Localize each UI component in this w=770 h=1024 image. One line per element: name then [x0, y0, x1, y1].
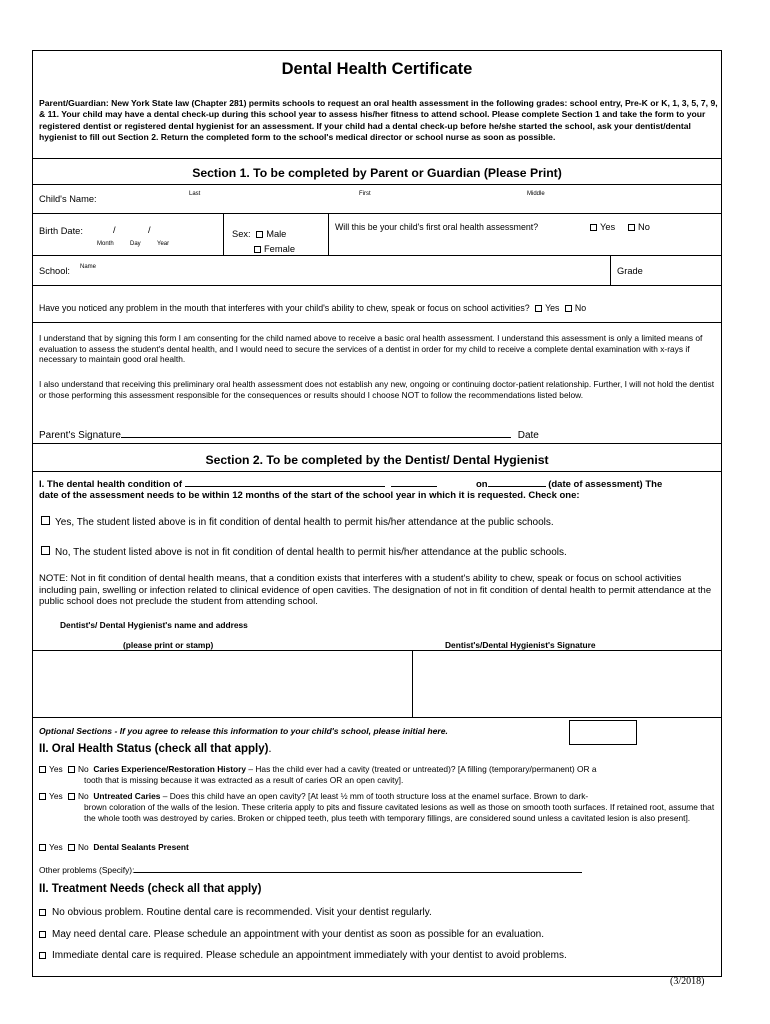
no-label: No — [78, 842, 89, 852]
oral-health-heading-dot: . — [268, 743, 272, 755]
female-option — [254, 244, 295, 254]
dentist-name-address-field[interactable] — [35, 652, 409, 715]
divider — [33, 322, 721, 323]
treatment-option-2 — [39, 929, 544, 940]
yes-label: Yes — [545, 303, 560, 313]
divider — [33, 184, 721, 185]
consent-paragraph-2: I also understand that receiving this preliminary oral health assessment does not establish any new, ongoing or continuing doctor-patient relationship. Further, I will not hold the dentist or those performing this assessment responsible for the consequences or results should I choose NOT to follow the recommendations listed below. — [39, 379, 715, 400]
oral-health-heading-text: II. Oral Health Status (check all that apply) — [39, 743, 269, 755]
condition-line-1 — [39, 477, 662, 490]
untreated-text-2: brown coloration of the walls of the lesion. These criteria apply to pits and fissure cavitated lesions as well as those on smooth tooth surfaces. If retained root, assume that the whole tooth was destroyed by caries. Broken or chipped teeth, plus teeth with temporary fillings, are considered sound unless a cavitated lesion is also present]. — [84, 802, 715, 823]
treat-1-text: No obvious problem. Routine dental care is recommended. Visit your dentist regularly. — [52, 907, 432, 918]
condition-line-2: date of the assessment needs to be within 12 months of the start of the school year in which it is requested. Check one: — [39, 490, 580, 501]
sex-label: Sex: — [232, 229, 251, 239]
sealants-no-checkbox[interactable] — [68, 844, 75, 851]
first-assessment-question: Will this be your child's first oral health assessment? — [335, 222, 539, 232]
date-separator: / — [113, 225, 116, 235]
caries-experience-row — [39, 764, 719, 775]
day-label: Day — [130, 241, 141, 247]
section2-heading: Section 2. To be completed by the Dentist/ Dental Hygienist — [205, 453, 549, 467]
divider — [412, 650, 413, 717]
condition-text-a: I. The dental health condition of — [39, 479, 183, 490]
divider — [33, 255, 721, 256]
sex-field — [232, 229, 286, 239]
problem-yes-checkbox[interactable] — [535, 305, 542, 312]
form-title: Dental Health Certificate — [281, 60, 473, 78]
condition-text-b: on — [475, 479, 488, 490]
condition-text-c: (date of assessment) The — [548, 479, 663, 490]
untreated-yes-checkbox[interactable] — [39, 793, 46, 800]
student-name-line[interactable] — [185, 477, 385, 487]
female-checkbox[interactable] — [254, 246, 261, 253]
yes-label: Yes — [49, 842, 63, 852]
form-version: (3/2018) — [670, 976, 705, 987]
untreated-no-checkbox[interactable] — [68, 793, 75, 800]
oral-health-heading — [39, 743, 272, 755]
divider — [610, 255, 611, 285]
student-name-line-2[interactable] — [391, 477, 437, 487]
no-label: No — [78, 791, 89, 801]
yes-label: Yes — [600, 222, 616, 232]
divider — [33, 158, 721, 159]
signature-label: Parent's Signature — [39, 430, 121, 441]
school-label: School: — [39, 266, 71, 276]
childs-name-field[interactable] — [123, 186, 719, 212]
month-label: Month — [97, 241, 114, 247]
print-stamp-label: (please print or stamp) — [123, 640, 214, 650]
first-assessment-yes — [590, 222, 615, 232]
caries-no-checkbox[interactable] — [68, 766, 75, 773]
divider — [33, 471, 721, 472]
treatment-heading: II. Treatment Needs (check all that apply) — [39, 883, 262, 895]
divider — [33, 443, 721, 444]
not-fit-option — [41, 546, 567, 558]
consent-paragraph-1: I understand that by signing this form I am consenting for the child named above to receive a basic oral health assessment. I understand this assessment is only a limited means of evaluation to assess the student's dental health, and I would need to secure the services of a dentist in order for my child to receive a complete dental examination with x-rays if necessary to maintain good oral health. — [39, 333, 703, 365]
fit-option-text: Yes, The student listed above is in fit condition of dental health to permit his/her attendance at the public schools. — [55, 517, 554, 528]
caries-text-2: tooth that is missing because it was extracted as a result of caries OR an open cavity]. — [84, 775, 404, 785]
parent-instructions: Parent/Guardian: New York State law (Chapter 281) permits schools to request an oral health assessment in the following grades: school entry, Pre-K or K, 1, 3, 5, 7, 9, & 11. Your child may have a dental check-up during this school year to assess his/her fitness to attend school. Please complete Section 1 and take the form to your registered dentist or registered dental hygienist for an assessment. If your child had a dental check-up before he/she started the school, ask your dentist/dental hygienist to fill out Section 2. Return the completed form to the school's medical director or school nurse as soon as possible. — [39, 98, 718, 142]
grade-label: Grade — [617, 266, 643, 276]
dentist-signature-field[interactable] — [415, 652, 719, 715]
divider — [223, 213, 224, 255]
first-assessment-no — [628, 222, 650, 232]
not-fit-checkbox[interactable] — [41, 546, 50, 555]
divider — [33, 285, 721, 286]
not-fit-option-text: No, The student listed above is not in fit condition of dental health to permit his/her attendance at the public schools. — [55, 547, 567, 558]
divider — [33, 213, 721, 214]
section1-heading: Section 1. To be completed by Parent or Guardian (Please Print) — [192, 166, 562, 180]
initials-box[interactable] — [569, 720, 637, 745]
untreated-caries-row — [39, 791, 719, 802]
dental-form — [32, 50, 722, 977]
other-problems-line[interactable] — [134, 864, 582, 873]
assessment-date-line[interactable] — [488, 477, 546, 487]
birth-date-field[interactable] — [93, 219, 213, 239]
dentist-signature-label: Dentist's/Dental Hygienist's Signature — [445, 640, 596, 650]
male-checkbox[interactable] — [256, 231, 263, 238]
no-label: No — [638, 222, 650, 232]
divider — [33, 717, 721, 718]
school-name-label: Name — [80, 264, 97, 270]
fit-option — [41, 516, 554, 528]
treat-3-checkbox[interactable] — [39, 952, 46, 959]
caries-yes-checkbox[interactable] — [39, 766, 46, 773]
note-paragraph: NOTE: Not in fit condition of dental health means, that a condition exists that interferes with a student's ability to chew, speak or focus on school activities including pain, swelling or infection related to clinical evidence of open cavities. The designation of not in fit condition of dental health to permit attendance at the public school does not preclude the student from attending school. — [39, 573, 712, 607]
divider — [33, 650, 721, 651]
treatment-option-3 — [39, 950, 567, 961]
problem-no-checkbox[interactable] — [565, 305, 572, 312]
untreated-title: Untreated Caries — [93, 791, 161, 801]
yes-checkbox[interactable] — [590, 224, 597, 231]
no-label: No — [574, 303, 587, 313]
treat-3-text: Immediate dental care is required. Please schedule an appointment immediately with your dentist to avoid problems. — [52, 950, 567, 961]
caries-title: Caries Experience/Restoration History — [93, 764, 247, 774]
other-problems-row — [39, 864, 582, 876]
male-label: Male — [266, 229, 287, 239]
parent-signature-row — [39, 428, 539, 441]
no-label: No — [78, 764, 89, 774]
last-label: Last — [189, 191, 201, 197]
no-checkbox[interactable] — [628, 224, 635, 231]
untreated-text: – Does this child have an open cavity? [At least ½ mm of tooth structure loss at the enamel surface. Brown to dark- — [160, 791, 589, 801]
treat-1-checkbox[interactable] — [39, 909, 46, 916]
date-separator: / — [148, 225, 151, 235]
treat-2-checkbox[interactable] — [39, 931, 46, 938]
childs-name-label: Child's Name: — [39, 194, 97, 204]
year-label: Year — [157, 241, 170, 247]
sealants-row — [39, 842, 189, 853]
caries-text: – Has the child ever had a cavity (treated or untreated)? [A filling (temporary/permanent) OR a — [246, 764, 597, 774]
other-problems-label: Other problems (Specify): — [39, 865, 135, 875]
first-label: First — [359, 191, 371, 197]
school-field[interactable] — [78, 257, 608, 283]
optional-intro: Optional Sections - If you agree to release this information to your child's school, please initial here. — [39, 726, 448, 736]
signature-line[interactable] — [121, 428, 511, 438]
problem-question-text: Have you noticed any problem in the mouth that interferes with your child's ability to chew, speak or focus on school activities? — [39, 303, 530, 313]
female-label: Female — [264, 244, 296, 254]
problem-question — [39, 303, 586, 313]
birth-date-label: Birth Date: — [39, 226, 83, 236]
treatment-option-1 — [39, 907, 432, 918]
divider — [328, 213, 329, 255]
middle-label: Middle — [527, 191, 545, 197]
sealants-yes-checkbox[interactable] — [39, 844, 46, 851]
dentist-name-label: Dentist's/ Dental Hygienist's name and address — [60, 620, 248, 630]
date-label: Date — [517, 430, 539, 441]
sealants-title: Dental Sealants Present — [93, 842, 189, 852]
yes-label: Yes — [49, 791, 63, 801]
yes-label: Yes — [49, 764, 63, 774]
fit-checkbox[interactable] — [41, 516, 50, 525]
treat-2-text: May need dental care. Please schedule an appointment with your dentist as soon as possible for an evaluation. — [52, 929, 544, 940]
